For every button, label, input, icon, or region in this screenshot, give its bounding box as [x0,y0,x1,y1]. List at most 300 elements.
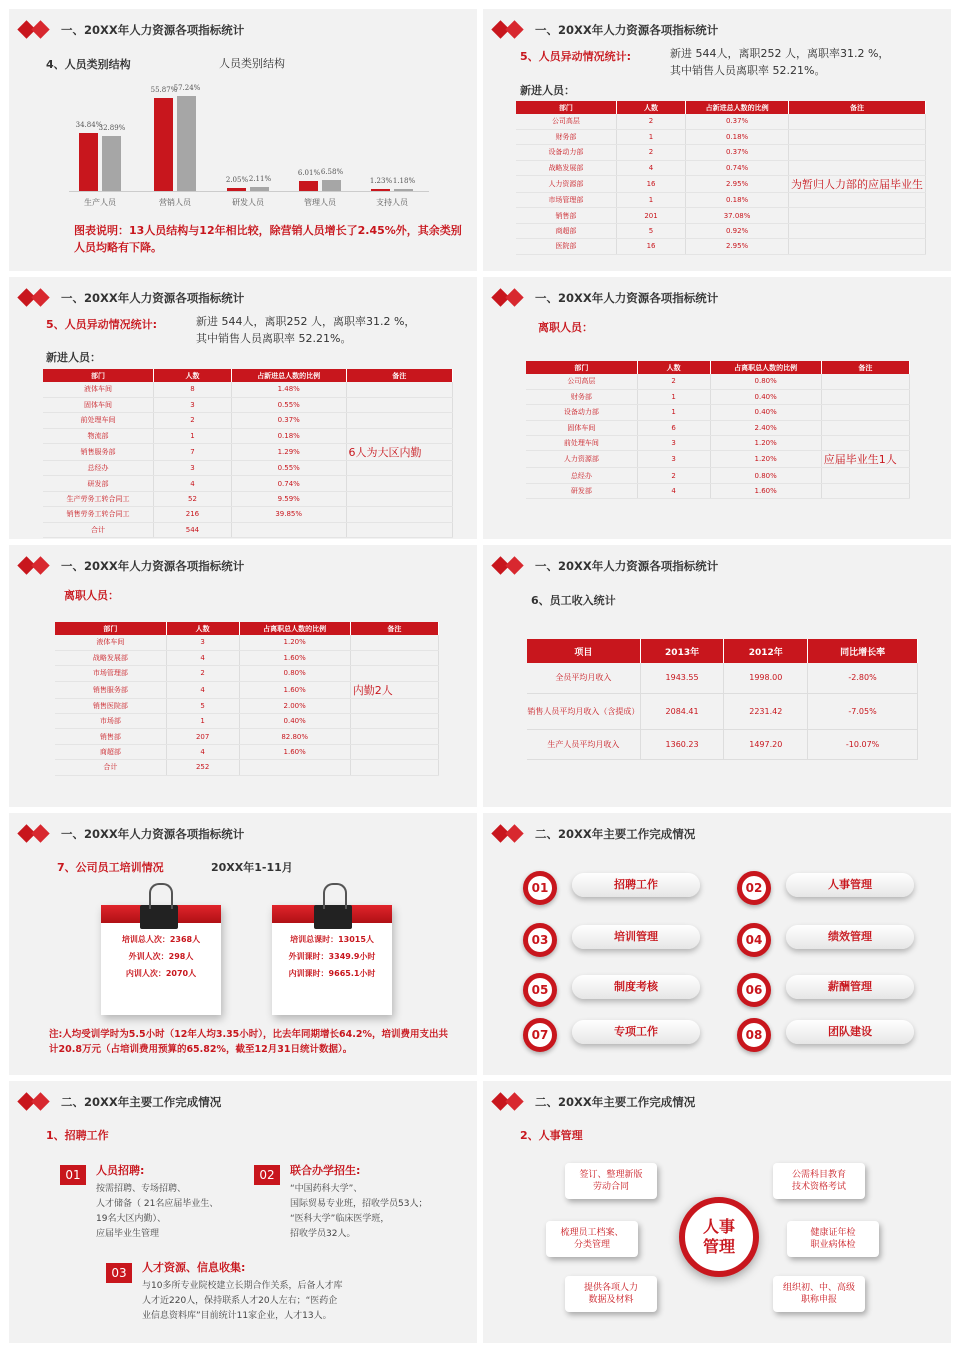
table-header-row [526,361,910,374]
table-cell: 1.60% [239,681,350,698]
item-line: 招收学员32人。 [290,1229,356,1239]
section-subtitle: 离职人员： [538,321,593,334]
table-row [527,693,918,729]
table-row [516,114,926,129]
table-cell [346,507,452,522]
table-cell: 0.37% [231,413,346,428]
table-cell: 5 [166,698,239,713]
table-cell: 市场管理部 [55,666,166,681]
item-number-badge: 05 [523,973,557,1007]
diamond-logo-icon [493,20,527,40]
table-cell: 9.59% [231,491,346,506]
table-cell [788,129,925,144]
table-cell: 6 [637,420,710,435]
center-line: 管理 [702,1237,735,1256]
work-item-pill[interactable]: 薪酬管理 [786,975,914,999]
income-table [527,639,918,760]
leavers-table [526,361,910,499]
table-cell: 4 [637,483,710,498]
slide-new-hires-2 [9,277,477,539]
table-cell: 544 [154,522,232,537]
work-item-pill[interactable]: 招聘工作 [572,873,700,897]
table-row [516,160,926,175]
table-cell: 39.85% [231,507,346,522]
table-cell: 2 [166,666,239,681]
stat-line-2: 其中销售人员离职率 52.21%。 [670,64,826,77]
table-cell [346,428,452,443]
card-line: 培训总课时：13015人 [290,935,374,944]
item-line: 人才储备（ 21名应届毕业生、 [96,1199,219,1209]
table-cell: 3 [637,436,710,451]
table-cell: 1998.00 [724,663,808,693]
table-cell: 液体车间 [43,382,154,397]
table-cell: 1 [637,405,710,420]
column-header: 部门 [526,361,637,374]
stat-line-1: 新进 544人，离职252 人，离职率31.2 %， [196,315,416,328]
table-cell: 201 [616,208,685,223]
table-cell: 销售部 [55,729,166,744]
section-subtitle: 5、人员异动情况统计: [46,318,158,331]
table-cell: 1.20% [710,436,821,451]
box-line: 分类管理 [573,1240,610,1250]
table-cell [231,522,346,537]
diamond-logo-icon [493,556,527,576]
table-cell: 2 [637,374,710,389]
training-note: 注:人均受训学时为5.5小时（12年人均3.35小时），比去年同期增长64.2%，培训费用支出共计20.8万元（占培训费用预算的65.82%，截至12月31日统计数据）。 [49,1029,448,1055]
binder-clip-icon [140,905,178,929]
table-cell: 3 [637,451,710,468]
table-cell [350,760,438,775]
item-number-badge: 02 [737,871,771,905]
table-row [516,239,926,254]
section-subtitle: 1、招聘工作 [46,1129,109,1142]
bar-value-label: 34.84% [75,120,103,129]
center-line: 人事 [702,1217,735,1236]
table-row [55,635,439,650]
table-cell: 2.95% [686,239,789,254]
hr-center-circle [679,1197,759,1277]
table-cell: 合计 [55,760,166,775]
table-cell: 1.60% [710,483,821,498]
table-cell [346,397,452,412]
table-cell: 1 [616,193,685,208]
table-row [55,666,439,681]
table-cell: 2.00% [239,698,350,713]
bar-value-label: 2.05% [225,175,249,184]
slide-header [19,555,244,577]
item-line: 业信息资料库”目前统计11家企业，人才13人。 [142,1311,332,1321]
table-cell: 1 [166,714,239,729]
table-cell [821,405,909,420]
item-title: 联合办学招生: [290,1164,361,1177]
table-cell: 1 [154,428,232,443]
table-row [55,760,439,775]
table-cell: 总经办 [43,461,154,476]
personnel-bar-chart [69,67,429,207]
card-line: 外训人次：298人 [128,952,194,961]
item-body [290,1182,427,1242]
table-cell: 0.55% [231,461,346,476]
table-cell [788,193,925,208]
table-cell: 公司高层 [516,114,616,129]
table-cell: 0.80% [239,666,350,681]
column-header: 备注 [346,369,452,382]
column-header: 同比增长率 [808,639,918,663]
binder-clip-icon [314,905,352,929]
table-cell: 销售劳务工转合同工 [43,507,154,522]
stat-line-2: 其中销售人员离职率 52.21%。 [196,332,352,345]
new-hires-label: 新进人员： [46,351,101,364]
table-row [43,461,453,476]
card-text [101,923,221,982]
item-number-badge: 01 [523,871,557,905]
table-cell [821,468,909,483]
number-badge: 03 [106,1263,132,1283]
card-line: 外训课时：3349.9小时 [288,952,376,961]
box-line: 数据及材料 [588,1295,634,1305]
table-cell: 财务部 [516,129,616,144]
table-cell: 0.74% [231,476,346,491]
diamond-logo-icon [19,288,53,308]
table-cell: 4 [616,160,685,175]
item-body [96,1182,218,1242]
table-row [55,650,439,665]
box-line: 健康证年检 [810,1228,856,1238]
table-cell: 1943.55 [640,663,724,693]
section-subtitle: 4、人员类别结构 [46,58,131,71]
table-cell: 前处理车间 [526,436,637,451]
table-row [526,468,910,483]
table-cell: 战略发展部 [516,160,616,175]
item-line: 与10多所专业院校建立长期合作关系，后备人才库 [142,1281,343,1291]
work-item-pill[interactable]: 人事管理 [786,873,914,897]
bar-研发人员-13年 [227,188,246,191]
table-cell: 1 [637,389,710,404]
table-row [526,389,910,404]
table-cell: 1360.23 [640,729,724,759]
category-label: 支持人员 [376,198,408,207]
table-cell: 6人为大区内勤 [346,444,452,461]
item-number-badge: 07 [523,1018,557,1052]
table-cell: 0.40% [710,389,821,404]
table-cell: 医院部 [516,239,616,254]
work-item-pill[interactable]: 绩效管理 [786,925,914,949]
item-number-badge: 08 [737,1018,771,1052]
card-line: 培训总人次：2368人 [121,935,201,944]
table-row [516,176,926,193]
slide-header [19,823,244,845]
hr-task-box [787,1221,879,1257]
table-row [526,451,910,468]
table-row [55,744,439,759]
table-cell [350,744,438,759]
table-cell: 固体车间 [43,397,154,412]
table-cell: 市场部 [55,714,166,729]
table-cell: 16 [616,176,685,193]
table-row [43,491,453,506]
item-line: “中国药科大学”、 [290,1184,363,1194]
table-cell: 82.80% [239,729,350,744]
slide-header [493,19,718,41]
slide-income [483,545,951,807]
table-cell: 37.08% [686,208,789,223]
new-hires-table [43,369,453,538]
table-cell: 研发部 [43,476,154,491]
table-cell [350,729,438,744]
table-row [527,729,918,759]
bar-生产人员-13年 [79,133,98,191]
section-subtitle: 2、人事管理 [520,1129,583,1142]
table-row [43,476,453,491]
table-cell: 财务部 [526,389,637,404]
table-cell: 0.37% [686,114,789,129]
hr-task-box [773,1276,865,1312]
table-cell: 0.40% [710,405,821,420]
table-cell [821,483,909,498]
table-row [55,729,439,744]
table-cell: 总经办 [526,468,637,483]
table-cell: 2084.41 [640,693,724,729]
table-cell: 5 [616,223,685,238]
table-row [526,483,910,498]
table-cell [346,461,452,476]
item-number-badge: 06 [737,973,771,1007]
column-header: 占新进总人数的比例 [686,101,789,114]
number-badge: 02 [254,1165,280,1185]
diamond-logo-icon [493,824,527,844]
slide-hr-management [483,1081,951,1343]
hr-task-box [773,1163,865,1199]
table-cell: 2 [637,468,710,483]
slide-header [493,823,695,845]
diamond-logo-icon [19,20,53,40]
table-cell: 52 [154,491,232,506]
work-item-pill[interactable]: 团队建设 [786,1020,914,1044]
table-row [527,663,918,693]
table-cell: 0.80% [710,374,821,389]
header-title: 一、20XX年人力资源各项指标统计 [535,291,719,305]
slide-header [19,287,244,309]
table-cell: 前处理车间 [43,413,154,428]
item-number-badge: 04 [737,923,771,957]
table-cell: 内勤2人 [350,681,438,698]
training-period: 20XX年1-11月 [211,861,293,874]
item-line: “医科大学”临床医学班， [290,1214,390,1224]
slide-header [493,287,718,309]
box-line: 职业病体检 [810,1240,856,1250]
box-line: 梳理员工档案、 [560,1228,624,1238]
header-title: 二、20XX年主要工作完成情况 [535,827,696,841]
table-cell [821,420,909,435]
table-cell [821,436,909,451]
table-cell [346,491,452,506]
table-cell: 2 [616,145,685,160]
box-line: 劳动合同 [592,1182,629,1192]
header-title: 一、20XX年人力资源各项指标统计 [61,827,245,841]
item-line: 19名大区内勤）、 [96,1214,166,1224]
table-cell: 1.48% [231,382,346,397]
column-header: 备注 [350,622,438,635]
table-cell [350,698,438,713]
header-title: 一、20XX年人力资源各项指标统计 [61,559,245,573]
table-cell: 市场管理部 [516,193,616,208]
table-cell [346,476,452,491]
table-row [516,193,926,208]
bar-支持人员-13年 [371,189,390,191]
section-subtitle: 5、人员异动情况统计: [520,50,632,63]
table-cell: 人力资源部 [516,176,616,193]
table-cell: 3 [154,397,232,412]
table-cell: 1.60% [239,650,350,665]
table-row [55,714,439,729]
table-cell: 2.95% [686,176,789,193]
work-item-pill[interactable]: 制度考核 [572,975,700,999]
table-cell [239,760,350,775]
diamond-logo-icon [19,824,53,844]
table-cell [350,666,438,681]
number-badge: 01 [60,1165,86,1185]
slide-header [19,1091,221,1113]
table-cell: -2.80% [808,663,918,693]
table-cell: 销售服务部 [43,444,154,461]
table-row [43,413,453,428]
column-header: 备注 [788,101,925,114]
bar-value-label: 1.18% [392,177,416,186]
table-cell: 0.74% [686,160,789,175]
table-cell: 战略发展部 [55,650,166,665]
table-cell: 0.18% [231,428,346,443]
table-cell: 4 [166,744,239,759]
table-row [516,223,926,238]
table-cell: 0.55% [231,397,346,412]
card-line: 内训人次：2070人 [125,969,197,978]
table-cell [788,145,925,160]
bar-支持人员-12年 [394,189,413,191]
table-row [526,420,910,435]
table-cell: 4 [154,476,232,491]
item-title: 人员招聘: [96,1164,145,1177]
hr-task-box [565,1276,657,1312]
column-header: 人数 [637,361,710,374]
table-cell: 4 [166,681,239,698]
bar-管理人员-13年 [299,181,318,191]
table-cell: 0.18% [686,129,789,144]
chart-axis [69,191,429,192]
table-cell [350,714,438,729]
header-title: 一、20XX年人力资源各项指标统计 [535,559,719,573]
table-cell: 研发部 [526,483,637,498]
column-header: 2013年 [640,639,724,663]
item-line: 应届毕业生管理 [96,1229,160,1239]
table-cell: 3 [166,635,239,650]
table-cell: 设备动力部 [516,145,616,160]
table-row [516,208,926,223]
slide-work-overview [483,813,951,1075]
box-line: 公需科目教育 [791,1170,846,1180]
header-title: 一、20XX年人力资源各项指标统计 [535,23,719,37]
table-cell: 4 [166,650,239,665]
table-row [516,145,926,160]
table-cell: 销售服务部 [55,681,166,698]
table-header-row [43,369,453,382]
table-cell: 为暂归人力部的应届毕业生 [788,176,925,193]
hr-task-box [546,1221,638,1257]
table-cell: 生产劳务工转合同工 [43,491,154,506]
table-cell: 7 [154,444,232,461]
card-text [272,923,392,982]
work-item-pill[interactable]: 专项工作 [572,1020,700,1044]
table-cell: 1.60% [239,744,350,759]
table-cell: 0.18% [686,193,789,208]
table-cell: 0.92% [686,223,789,238]
table-cell: 3 [154,461,232,476]
table-cell: 0.80% [710,468,821,483]
column-header: 人数 [166,622,239,635]
bar-营销人员-13年 [154,98,173,191]
table-cell [350,635,438,650]
slide-personnel-structure [9,9,477,271]
bar-value-label: 6.58% [320,168,344,177]
table-cell [788,239,925,254]
column-header: 备注 [821,361,909,374]
table-cell: 公司高层 [526,374,637,389]
table-cell [346,413,452,428]
column-header: 部门 [516,101,616,114]
table-row [43,382,453,397]
leavers-table [55,622,439,776]
bar-生产人员-12年 [102,136,121,191]
box-line: 签订、整理新版 [579,1170,643,1180]
table-cell: 16 [616,239,685,254]
table-cell [350,650,438,665]
table-cell: 商超部 [516,223,616,238]
bar-value-label: 6.01% [297,168,321,177]
table-cell: 全员平均月收入 [527,663,640,693]
table-cell [346,382,452,397]
table-cell: 0.40% [239,714,350,729]
column-header: 人数 [616,101,685,114]
table-cell: 人力资源部 [526,451,637,468]
table-row [55,681,439,698]
table-cell [346,522,452,537]
table-cell: 1 [616,129,685,144]
table-cell: -7.05% [808,693,918,729]
item-line: 人才近220人，保持联系人才20人左右；“医药企 [142,1296,338,1306]
column-header: 部门 [43,369,154,382]
table-cell: 销售人员平均月收入（含提成） [527,693,640,729]
diamond-logo-icon [19,556,53,576]
new-hires-table [516,101,926,255]
table-row [43,444,453,461]
slide-header [493,1091,695,1113]
table-cell: 合计 [43,522,154,537]
table-cell: 8 [154,382,232,397]
header-title: 二、20XX年主要工作完成情况 [535,1095,696,1109]
item-number-badge: 03 [523,923,557,957]
work-item-pill[interactable]: 培训管理 [572,925,700,949]
table-cell: 1497.20 [724,729,808,759]
section-subtitle: 离职人员： [64,589,119,602]
table-cell [821,374,909,389]
header-title: 一、20XX年人力资源各项指标统计 [61,291,245,305]
table-cell: 物流部 [43,428,154,443]
slide-recruitment [9,1081,477,1343]
table-cell [788,160,925,175]
table-row [43,397,453,412]
table-cell [821,389,909,404]
diamond-logo-icon [493,288,527,308]
table-cell: 0.37% [686,145,789,160]
